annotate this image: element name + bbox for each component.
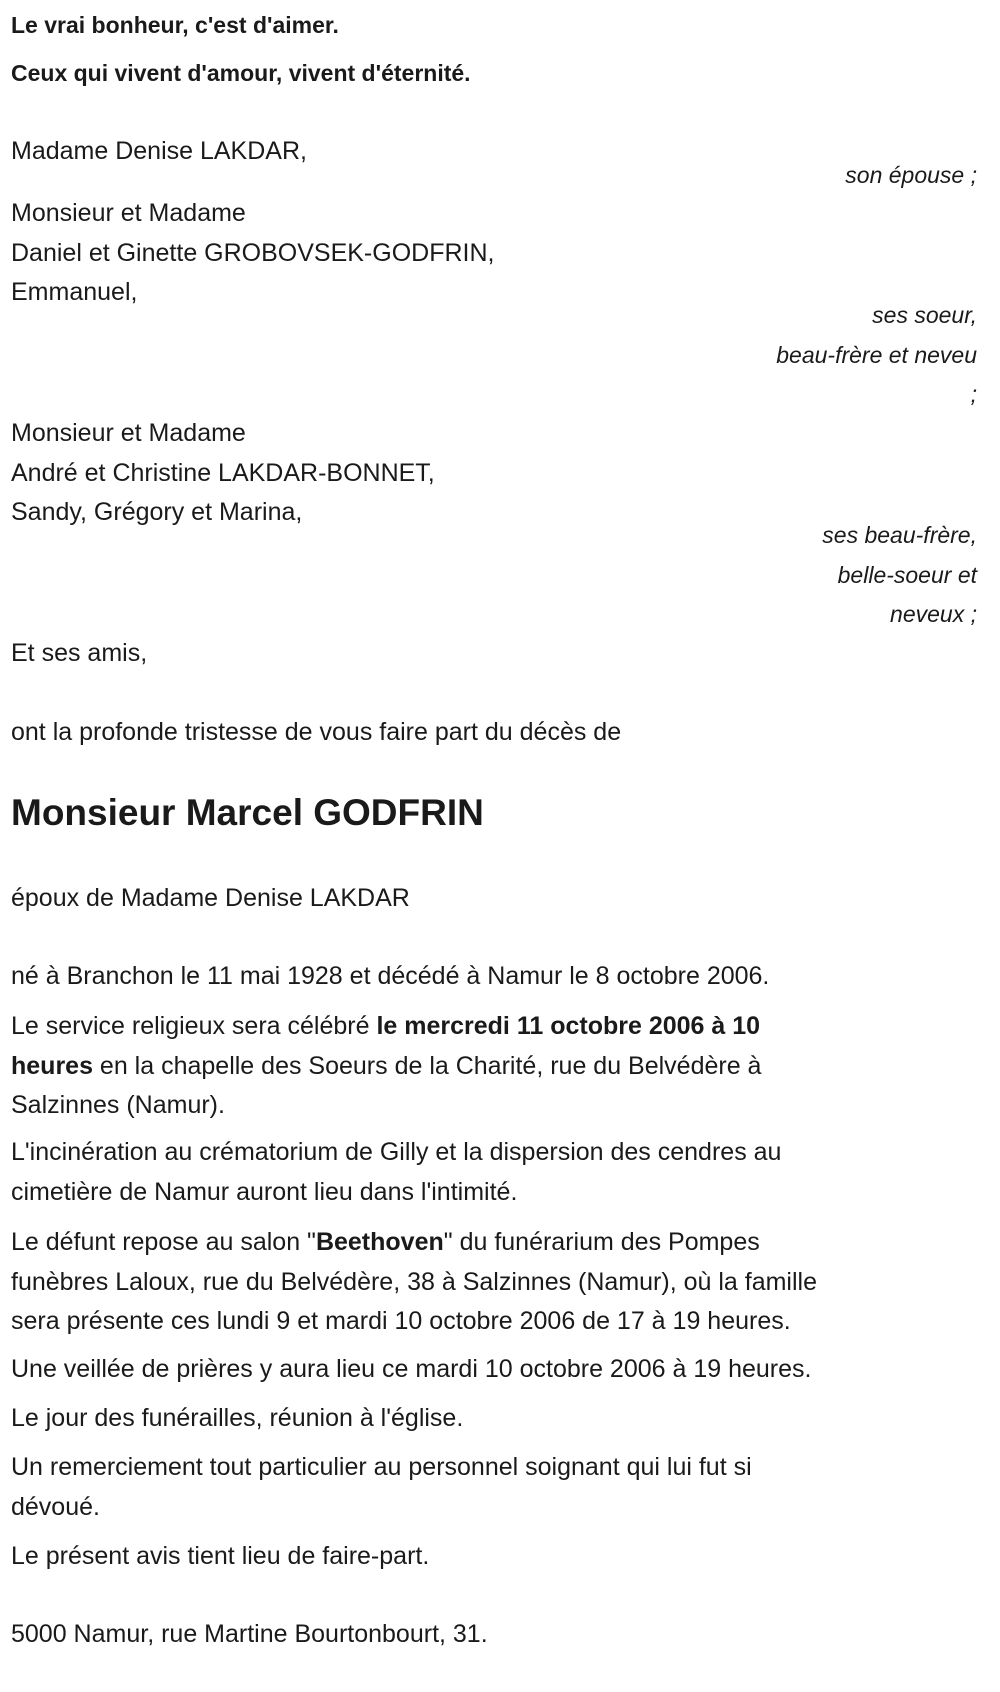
family-line: André et Christine LAKDAR-BONNET, [11, 458, 435, 487]
relation-line: ses soeur, [872, 302, 977, 328]
deceased-name: Monsieur Marcel GODFRIN [11, 792, 484, 833]
paragraph-line [11, 1047, 761, 1087]
emphasis-text: Beethoven [315, 1228, 444, 1256]
announcement: ont la profonde tristesse de vous faire part du décès de [11, 718, 622, 746]
family-line: Monsieur et Madame [11, 419, 246, 447]
paragraph [11, 1537, 429, 1577]
paragraph [11, 1007, 761, 1126]
paragraph-line [11, 1263, 817, 1303]
text: Un remerciement tout particulier au personnel soignant qui lui fut si [11, 1453, 752, 1481]
friends: Et ses amis, [11, 639, 148, 667]
paragraph-line [11, 1173, 781, 1213]
text: dévoué. [11, 1492, 100, 1521]
text: Salzinnes (Namur). [11, 1091, 225, 1119]
family-line: Madame Denise LAKDAR, [11, 137, 307, 165]
relation-line: son épouse ; [845, 162, 977, 188]
text: " du funérarium des Pompes [443, 1228, 760, 1256]
motto-line-1: Le vrai bonheur, c'est d'aimer. [11, 12, 339, 38]
paragraph-line [11, 1223, 817, 1263]
family-group-2 [11, 194, 494, 313]
paragraph [11, 1399, 463, 1439]
paragraph-line [11, 1537, 429, 1577]
paragraph [11, 957, 769, 997]
text: cimetière de Namur auront lieu dans l'intimité. [11, 1177, 518, 1206]
paragraph-line [11, 1086, 761, 1126]
spouse-of: époux de Madame Denise LAKDAR [11, 884, 410, 912]
family-group-3 [11, 414, 435, 533]
text: Le service religieux sera célébré [11, 1012, 377, 1040]
family-line: Daniel et Ginette GROBOVSEK-GODFRIN, [11, 238, 495, 267]
paragraph [11, 1350, 811, 1390]
paragraph [11, 1448, 752, 1527]
paragraph-line [11, 1133, 781, 1173]
paragraph [11, 1223, 817, 1342]
text: funèbres Laloux, rue du Belvédère, 38 à Salzinnes (Namur), où la famille [11, 1267, 817, 1296]
relation-line: ; [970, 381, 977, 407]
text: sera présente ces lundi 9 et mardi 10 octobre 2006 de 17 à 19 heures. [11, 1307, 791, 1335]
text: Le présent avis tient lieu de faire-part. [11, 1542, 430, 1570]
relation-3 [822, 516, 977, 635]
family-line: Emmanuel, [11, 278, 138, 306]
paragraph-line [11, 957, 769, 997]
paragraph-line [11, 1302, 817, 1342]
text: en la chapelle des Soeurs de la Charité, rue du Belvédère à [92, 1051, 762, 1080]
text: Le jour des funérailles, réunion à l'église. [11, 1404, 464, 1432]
text: L'incinération au crématorium de Gilly et la dispersion des cendres au [11, 1138, 782, 1166]
address: 5000 Namur, rue Martine Bourtonbourt, 31. [11, 1620, 488, 1648]
paragraph-line [11, 1399, 463, 1439]
relation-line: ses beau-frère, [822, 522, 977, 548]
text: Une veillée de prières y aura lieu ce mardi 10 octobre 2006 à 19 heures. [11, 1355, 812, 1383]
family-group-1 [11, 132, 307, 172]
paragraph-line [11, 1448, 752, 1488]
relation-line: belle-soeur et [837, 561, 977, 588]
paragraph-line [11, 1350, 811, 1390]
emphasis-text: heures [11, 1051, 93, 1080]
family-line: Monsieur et Madame [11, 199, 246, 227]
relation-2 [776, 296, 977, 415]
paragraph-line [11, 1488, 752, 1528]
paragraph-line [11, 1007, 761, 1047]
family-line: Sandy, Grégory et Marina, [11, 498, 303, 526]
relation-line: beau-frère et neveu [776, 341, 977, 368]
motto-line-2: Ceux qui vivent d'amour, vivent d'éternité. [11, 60, 471, 86]
relation-1 [845, 156, 977, 196]
paragraph [11, 1133, 781, 1212]
text: Le défunt repose au salon " [11, 1228, 316, 1256]
emphasis-text: le mercredi 11 octobre 2006 à 10 [376, 1012, 761, 1040]
relation-line: neveux ; [890, 601, 977, 627]
text: né à Branchon le 11 mai 1928 et décédé à Namur le 8 octobre 2006. [11, 962, 770, 990]
